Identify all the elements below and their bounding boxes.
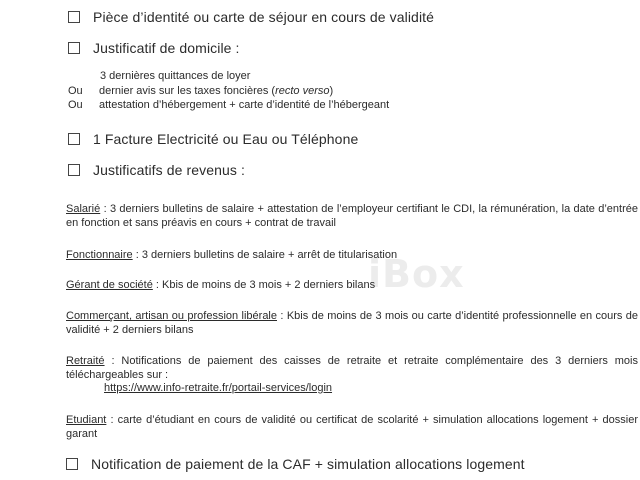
retraite-link[interactable]: https://www.info-retraite.fr/portail-services/login <box>104 382 333 394</box>
domicile-option-3: attestation d’hébergement + carte d’identité de l’hébergeant <box>99 99 390 111</box>
checklist-label-revenus: Justificatifs de revenus : <box>93 162 245 178</box>
domicile-option-2: dernier avis sur les taxes foncières (recto verso) <box>99 85 334 97</box>
revenus-etudiant: Etudiant : carte d’étudiant en cours de validité ou certificat de scolarité + simulation allocations logement + dossier garant <box>66 414 638 440</box>
domicile-option-1: 3 dernières quittances de loyer <box>100 70 251 82</box>
checkbox-facture[interactable] <box>68 133 80 145</box>
checkbox-revenus[interactable] <box>68 164 80 176</box>
revenus-salarie: Salarié : 3 derniers bulletins de salaire + attestation de l’employeur certifiant le CDI, la rémunération, la date d’entrée en fonction et sans préavis en cours + contrat de travail <box>66 203 638 229</box>
revenus-retraite: Retraité : Notifications de paiement des caisses de retraite et retraite complémentaire des 3 derniers mois téléchargeables sur : <box>66 355 638 381</box>
checklist-label-id: Pièce d’identité ou carte de séjour en cours de validité <box>93 9 435 25</box>
checklist-item-facture[interactable] <box>68 131 358 147</box>
revenus-commercant: Commerçant, artisan ou profession libérale : Kbis de moins de 3 mois ou carte d’identité professionnelle en cours de validité + 2 derniers bilans <box>66 310 638 336</box>
checklist-label-facture: 1 Facture Electricité ou Eau ou Téléphone <box>93 131 359 147</box>
ou-label-1: Ou <box>68 85 83 97</box>
checklist-label-caf: Notification de paiement de la CAF + simulation allocations logement <box>91 456 525 472</box>
ou-label-2: Ou <box>68 99 83 111</box>
checklist-item-caf[interactable] <box>66 456 525 472</box>
watermark-logo: iBox <box>368 252 465 296</box>
checklist-label-domicile: Justificatif de domicile : <box>93 40 240 56</box>
checkbox-caf[interactable] <box>66 458 78 470</box>
checkbox-id[interactable] <box>68 11 80 23</box>
checklist-item-id[interactable] <box>68 9 434 25</box>
checklist-item-revenus[interactable] <box>68 162 245 178</box>
checklist-item-domicile[interactable] <box>68 40 240 56</box>
revenus-fonctionnaire: Fonctionnaire : 3 derniers bulletins de salaire + arrêt de titularisation <box>66 249 398 261</box>
checkbox-domicile[interactable] <box>68 42 80 54</box>
revenus-gerant: Gérant de société : Kbis de moins de 3 mois + 2 derniers bilans <box>66 279 376 291</box>
